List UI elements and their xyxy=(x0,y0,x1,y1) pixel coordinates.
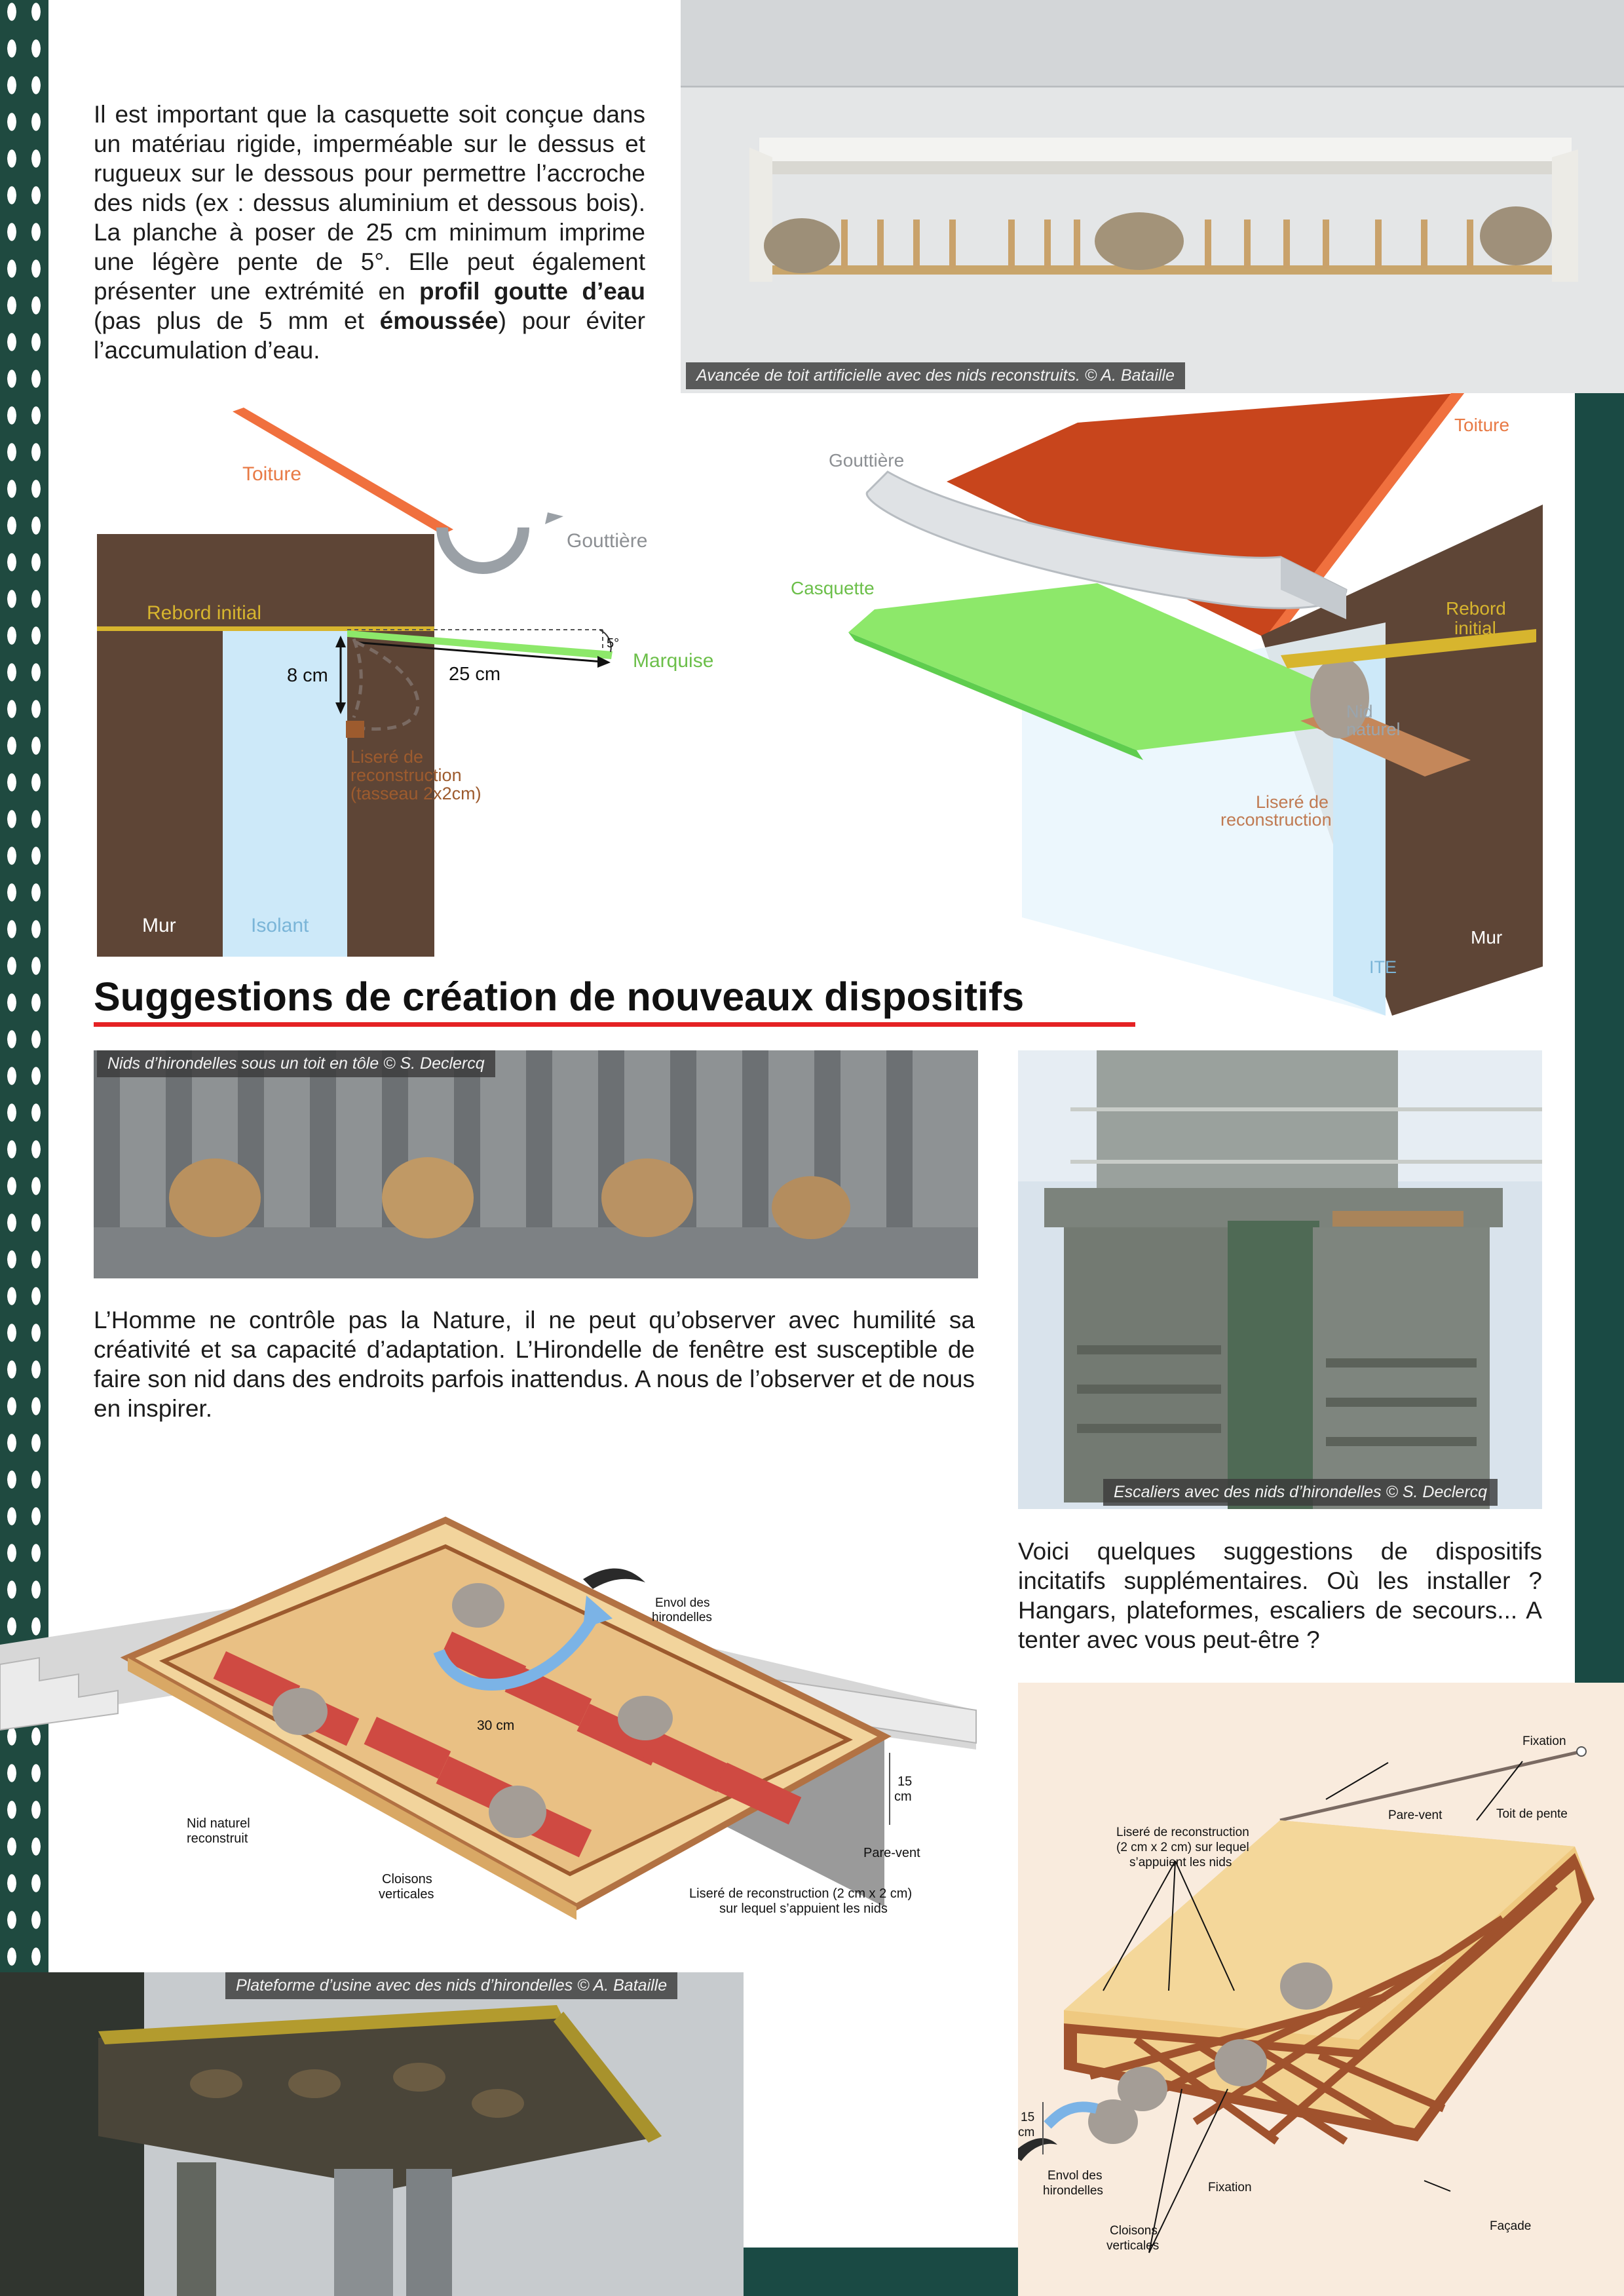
label-fixation-top: Fixation xyxy=(1522,1734,1566,1748)
label-isolant: Isolant xyxy=(251,915,309,936)
label-grid-pare-vent: Pare-vent xyxy=(1388,1808,1443,1822)
label-cloisons-1: Cloisons xyxy=(382,1872,432,1886)
roof-nests-illustration xyxy=(94,1050,978,1278)
label-3d-lisere-1: Liseré de xyxy=(1256,792,1329,812)
stairs-illustration xyxy=(1018,1050,1542,1509)
label-envol-1: Envol des xyxy=(655,1596,710,1610)
label-3d-ite: ITE xyxy=(1369,957,1397,977)
label-15-b: cm xyxy=(894,1789,912,1804)
label-mur: Mur xyxy=(142,915,176,936)
caption-top-photo: Avancée de toit artificielle avec des nids reconstruits. © A. Bataille xyxy=(686,362,1185,389)
label-gouttiere: Gouttière xyxy=(567,530,648,552)
label-toiture: Toiture xyxy=(242,463,302,485)
label-grid-envol-2: hirondelles xyxy=(1043,2184,1103,2198)
label-grid-cloisons-2: verticales xyxy=(1106,2239,1160,2253)
label-nid-1: Nid naturel xyxy=(187,1816,250,1831)
label-marquise: Marquise xyxy=(633,650,714,672)
paragraph-suggestions: Voici quelques suggestions de dispositifs incitatifs supplémentaires. Où les installer ? Hangars, plateformes, escaliers de secours... A tenter avec vous peut-être ? xyxy=(1018,1538,1542,1653)
label-rebord-initial: Rebord initial xyxy=(147,602,262,624)
label-25cm: 25 cm xyxy=(449,664,500,685)
label-3d-mur: Mur xyxy=(1471,927,1503,947)
overhang-illustration xyxy=(681,0,1624,393)
intro-text-2: (pas plus de 5 mm et xyxy=(94,307,380,334)
insulation-section xyxy=(223,630,347,957)
label-8cm: 8 cm xyxy=(287,665,328,686)
label-grid-envol-1: Envol des xyxy=(1048,2169,1103,2183)
label-3d-toiture: Toiture xyxy=(1454,415,1510,435)
label-lisere-2: sur lequel s’appuient les nids xyxy=(719,1902,888,1916)
label-grid-cloisons-1: Cloisons xyxy=(1110,2224,1158,2238)
intro-paragraph xyxy=(94,100,645,365)
photo-stairs xyxy=(1018,1050,1542,1509)
label-3d-nid-2: naturel xyxy=(1346,719,1401,739)
gutter-section xyxy=(442,527,523,568)
label-toit-pente: Toit de pente xyxy=(1496,1807,1568,1821)
caption-stairs: Escaliers avec des nids d’hirondelles © S. Declercq xyxy=(1103,1479,1498,1506)
caption-platform: Plateforme d’usine avec des nids d’hirondelles © A. Bataille xyxy=(225,1972,677,1999)
label-grid-lisere-3: s’appuient les nids xyxy=(1129,1856,1232,1869)
intro-text-3: ) pour éviter l’accumulation d’eau. xyxy=(94,307,645,364)
label-envol-2: hirondelles xyxy=(652,1611,712,1624)
stairs-platform-diagram xyxy=(0,1448,996,1933)
lisere-block xyxy=(346,721,364,738)
label-lisere-3: (tasseau 2x2cm) xyxy=(350,784,482,803)
grid-diagram xyxy=(1018,1683,1624,2296)
label-3d-nid-1: Nid xyxy=(1346,702,1373,721)
label-grid-lisere-1: Liseré de reconstruction xyxy=(1116,1826,1249,1839)
label-fixation-bottom: Fixation xyxy=(1208,2181,1252,2194)
label-3d-gouttiere: Gouttière xyxy=(829,450,905,470)
photo-roof-nests xyxy=(94,1050,978,1278)
paragraph-nature: L’Homme ne contrôle pas la Nature, il ne peut qu’observer avec humilité sa créativité et sa capacité d’adaptation. L’Hirondelle de fenêtre est susceptible de faire son nid dans des endroits parfois inattendus. A nous de l’observer et de nous en inspirer. xyxy=(94,1307,975,1422)
caption-roof-nests: Nids d’hirondelles sous un toit en tôle © S. Declercq xyxy=(97,1050,495,1077)
label-grid-lisere-2: (2 cm x 2 cm) sur lequel xyxy=(1116,1841,1249,1854)
section-heading: Suggestions de création de nouveaux dispositifs xyxy=(94,974,1025,1019)
label-3d-casquette: Casquette xyxy=(791,578,875,598)
section-diagram xyxy=(66,400,819,957)
heading-underline xyxy=(94,1022,1135,1027)
label-cloisons-2: verticales xyxy=(379,1887,434,1902)
label-grid-15-a: 15 xyxy=(1021,2111,1035,2124)
label-nid-2: reconstruit xyxy=(187,1831,248,1846)
label-3d-rebord-1: Rebord xyxy=(1446,598,1506,619)
intro-bold-goutte: profil goutte d’eau xyxy=(419,278,645,305)
label-lisere-1: Liseré de xyxy=(350,747,424,767)
intro-text-1: Il est important que la casquette soit conçue dans un matériau rigide, imperméable sur le dessus et rugueux sur le dessous pour permettre l’accroche des nids (ex : dessus aluminium et dessous bois). La planche à poser de 25 cm minimum imprime une légère pente de 5°. Elle peut également présenter une extrémité en xyxy=(94,101,645,305)
photo-factory-platform xyxy=(0,1972,744,2296)
label-pare-vent: Pare-vent xyxy=(863,1846,920,1860)
label-lisere-1: Liseré de reconstruction (2 cm x 2 cm) xyxy=(689,1886,913,1901)
label-grid-15-b: cm xyxy=(1018,2126,1035,2139)
photo-artificial-overhang xyxy=(681,0,1624,393)
label-30cm: 30 cm xyxy=(477,1718,515,1733)
bottom-teal-block xyxy=(744,2248,1019,2296)
right-teal-band xyxy=(1575,393,1624,1704)
factory-platform-illustration xyxy=(0,1972,744,2296)
label-lisere-2: reconstruction xyxy=(350,765,462,785)
label-3d-lisere-2: reconstruction xyxy=(1220,810,1332,830)
label-facade: Façade xyxy=(1490,2219,1532,2233)
label-3d-rebord-2: initial xyxy=(1454,618,1496,638)
label-15-a: 15 xyxy=(897,1774,913,1789)
perspective-diagram xyxy=(783,393,1556,1022)
label-5deg: 5° xyxy=(607,636,620,651)
intro-bold-emoussee: émoussée xyxy=(379,307,499,334)
